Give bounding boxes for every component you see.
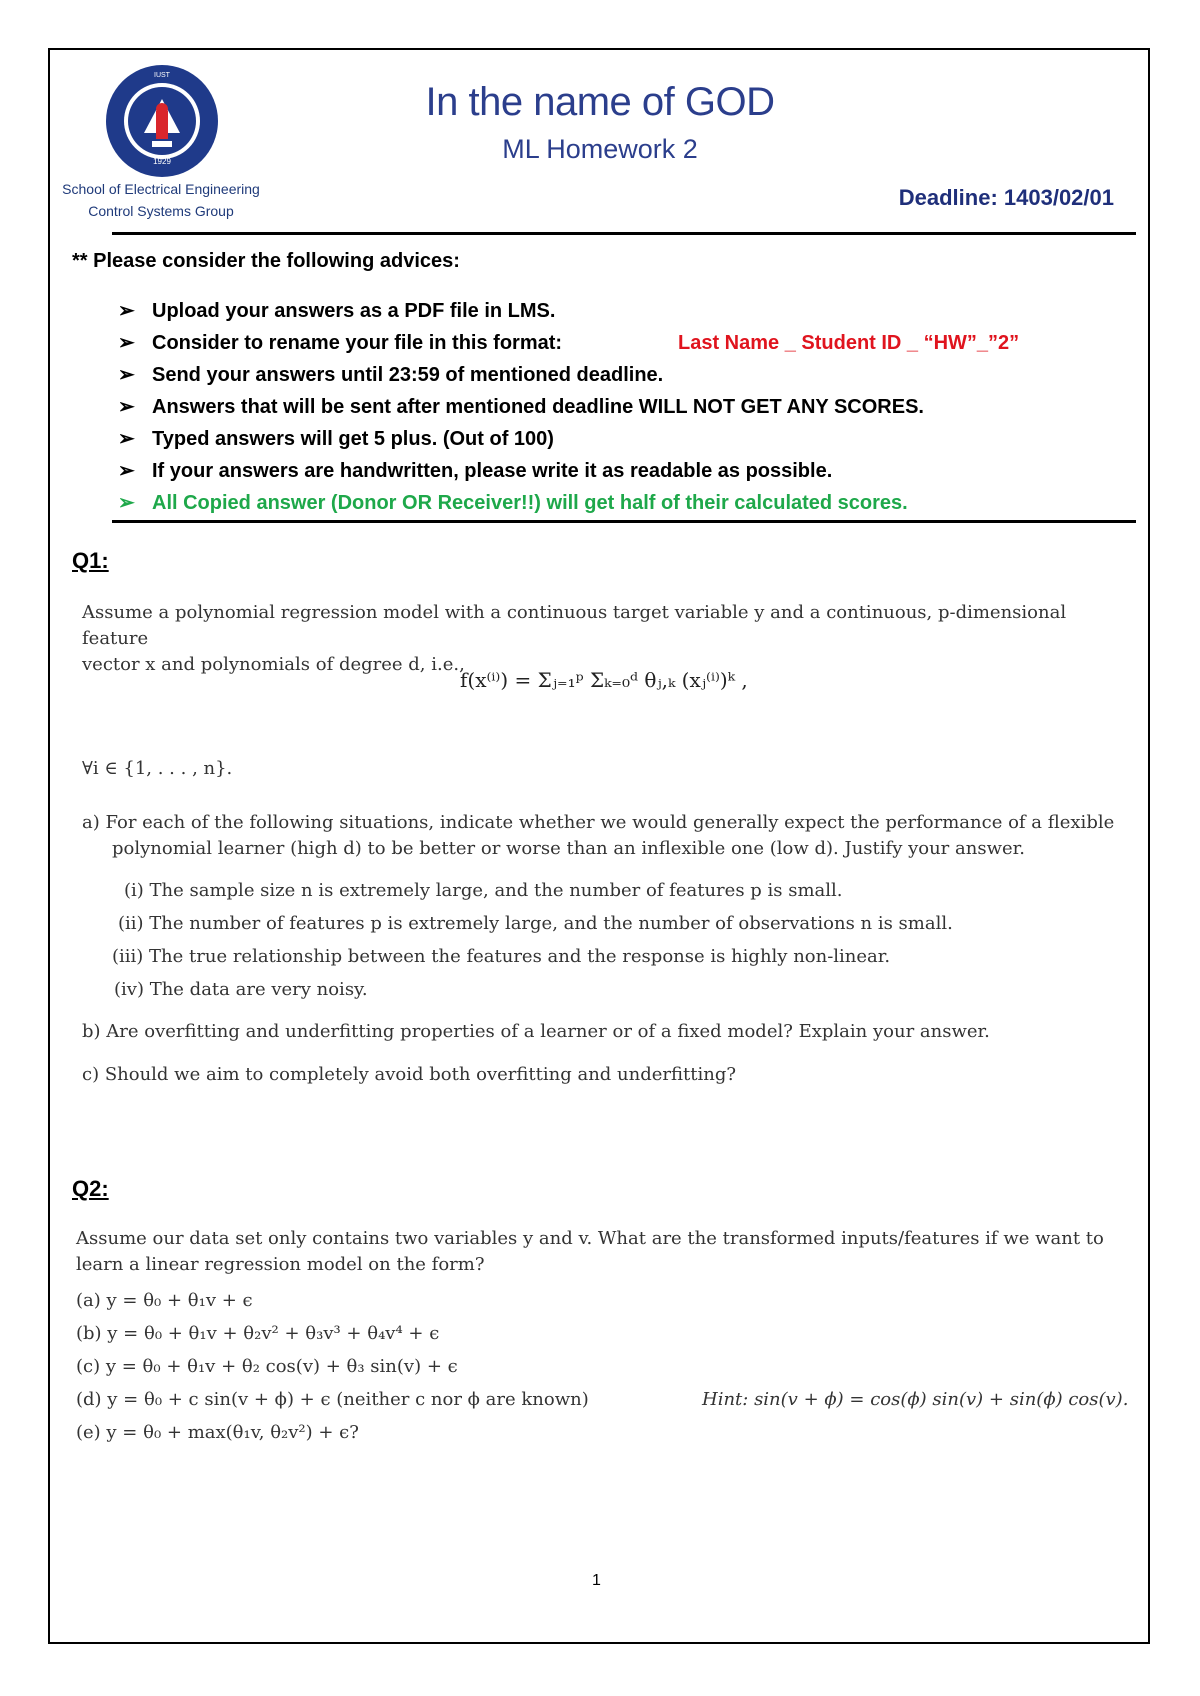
- school-name: [46, 178, 276, 222]
- file-format-example: Last Name _ Student ID _ “HW”_”2”: [678, 332, 1020, 354]
- arrow-bullet-icon: ➢: [118, 396, 135, 418]
- advice-item: ➢ Upload your answers as a PDF file in LMS.: [118, 295, 924, 327]
- advice-item: ➢ Consider to rename your file in this format: Last Name _ Student ID _ “HW”_”2”: [118, 327, 924, 359]
- arrow-bullet-icon: ➢: [118, 300, 135, 322]
- q1-part-b: b) Are overfitting and underfitting properties of a learner or of a fixed model? Explain your answer.: [82, 1021, 990, 1042]
- arrow-bullet-icon: ➢: [118, 460, 135, 482]
- school-line-2: Control Systems Group: [88, 203, 234, 219]
- q1-heading: Q1:: [72, 548, 109, 573]
- q1-sub-iv: (iv) The data are very noisy.: [114, 979, 368, 1000]
- q1-sub-i: (i) The sample size n is extremely large, and the number of features p is small.: [124, 880, 843, 901]
- q1-part-c: c) Should we aim to completely avoid both overfitting and underfitting?: [82, 1064, 736, 1085]
- q2-heading: Q2:: [72, 1176, 109, 1201]
- q1-part-a-line1: a) For each of the following situations, indicate whether we would generally expect the performance of a flexible: [82, 812, 1115, 833]
- q2-item-a: (a) y = θ₀ + θ₁v + ϵ: [76, 1290, 253, 1311]
- advice-item: ➢ Send your answers until 23:59 of mentioned deadline.: [118, 359, 924, 391]
- q2-item-c: (c) y = θ₀ + θ₁v + θ₂ cos(v) + θ₃ sin(v) + ϵ: [76, 1356, 458, 1377]
- page-title: In the name of GOD: [425, 80, 775, 124]
- q1-formula: f(x⁽ⁱ⁾) = Σⱼ₌₁ᵖ Σₖ₌₀ᵈ θⱼ,ₖ (xⱼ⁽ⁱ⁾)ᵏ ,: [460, 668, 748, 692]
- svg-text:1929: 1929: [153, 157, 171, 166]
- q2-item-b: (b) y = θ₀ + θ₁v + θ₂v² + θ₃v³ + θ₄v⁴ + ϵ: [76, 1323, 440, 1344]
- advices-heading: ** Please consider the following advices:: [72, 250, 460, 272]
- advice-item-warning: ➢ All Copied answer (Donor OR Receiver!!) will get half of their calculated scores.: [118, 487, 924, 519]
- page-number: 1: [592, 1572, 601, 1589]
- q2-hint: Hint: sin(v + ϕ) = cos(ϕ) sin(v) + sin(ϕ) cos(v).: [702, 1389, 1129, 1410]
- header-divider: [112, 232, 1136, 235]
- university-logo: [104, 63, 220, 179]
- svg-text:IUST: IUST: [154, 72, 170, 79]
- q1-intro: Assume a polynomial regression model with a continuous target variable y and a continuous, p-dimensional feature vector x and polynomials of degree d, i.e.,: [82, 602, 1067, 675]
- advices-divider: [112, 520, 1136, 523]
- advice-item: ➢ Typed answers will get 5 plus. (Out of 100): [118, 423, 924, 455]
- arrow-bullet-icon: ➢: [118, 492, 135, 514]
- q2-item-e: (e) y = θ₀ + max(θ₁v, θ₂v²) + ϵ?: [76, 1422, 359, 1443]
- q1-forall: ∀i ∈ {1, . . . , n}.: [82, 758, 233, 779]
- q1-sub-ii: (ii) The number of features p is extremely large, and the number of observations n is small.: [118, 913, 953, 934]
- advice-item: ➢ Answers that will be sent after mentioned deadline WILL NOT GET ANY SCORES.: [118, 391, 924, 423]
- q1-part-a-line2: polynomial learner (high d) to be better or worse than an inflexible one (low d). Justify your answer.: [112, 838, 1025, 859]
- school-line-1: School of Electrical Engineering: [62, 181, 260, 197]
- arrow-bullet-icon: ➢: [118, 332, 135, 354]
- q2-intro: Assume our data set only contains two variables y and v. What are the transformed inputs/features if we want to learn a linear regression model on the form?: [76, 1228, 1104, 1275]
- arrow-bullet-icon: ➢: [118, 364, 135, 386]
- q2-item-d: (d) y = θ₀ + c sin(v + ϕ) + ϵ (neither c nor ϕ are known): [76, 1389, 589, 1410]
- q1-sub-iii: (iii) The true relationship between the features and the response is highly non-linear.: [112, 946, 891, 967]
- advices-list: [118, 295, 1020, 519]
- deadline: Deadline: 1403/02/01: [898, 185, 1114, 210]
- advice-item: ➢ If your answers are handwritten, please write it as readable as possible.: [118, 455, 924, 487]
- arrow-bullet-icon: ➢: [118, 428, 135, 450]
- page-subtitle: ML Homework 2: [502, 134, 698, 164]
